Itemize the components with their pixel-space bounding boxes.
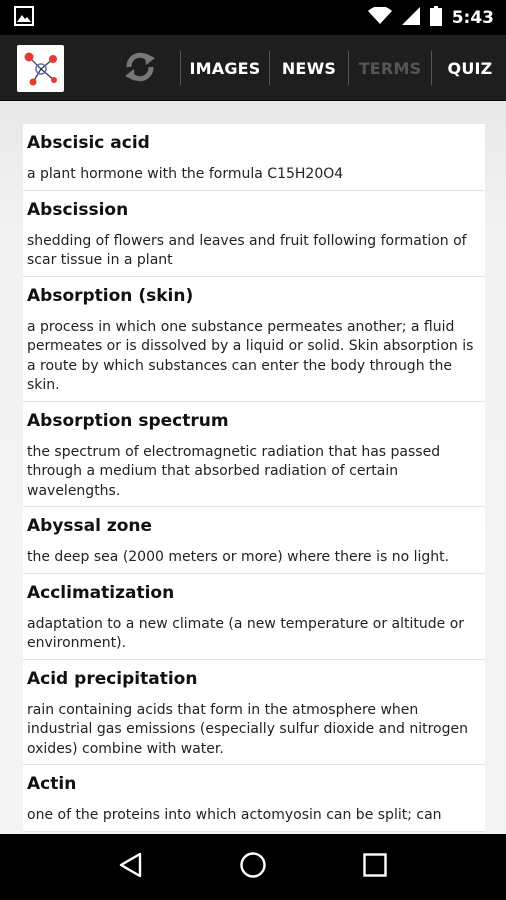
home-icon bbox=[239, 851, 267, 883]
molecule-logo-icon[interactable] bbox=[17, 45, 64, 92]
refresh-button[interactable] bbox=[120, 50, 160, 88]
status-time: 5:43 bbox=[451, 7, 494, 28]
term-title: Absorption (skin) bbox=[27, 285, 194, 306]
tab-terms[interactable]: TERMS bbox=[358, 58, 422, 78]
terms-list[interactable] bbox=[23, 124, 485, 832]
tab-images[interactable]: IMAGES bbox=[189, 58, 261, 78]
list-item[interactable] bbox=[23, 574, 485, 660]
tab-bar bbox=[180, 35, 506, 101]
term-title: Abscisic acid bbox=[27, 133, 150, 153]
list-item[interactable] bbox=[23, 660, 485, 766]
image-notification-icon bbox=[14, 6, 34, 30]
navigation-bar bbox=[0, 834, 506, 900]
recents-button[interactable] bbox=[345, 842, 405, 892]
term-title: Acclimatization bbox=[27, 582, 175, 603]
list-item[interactable] bbox=[23, 124, 485, 191]
list-item[interactable] bbox=[23, 191, 485, 277]
term-definition: the spectrum of electromagnetic radiation that has passed through a medium that absorbed radiation of certain wavelengths. bbox=[27, 443, 441, 499]
recents-icon bbox=[362, 852, 388, 882]
battery-icon bbox=[430, 6, 442, 30]
term-title: Abscission bbox=[27, 199, 129, 220]
term-title: Acid precipitation bbox=[27, 668, 198, 689]
term-title: Absorption spectrum bbox=[27, 410, 229, 431]
back-icon bbox=[118, 852, 144, 882]
term-definition: the deep sea (2000 meters or more) where there is no light. bbox=[27, 549, 450, 565]
status-bar bbox=[0, 0, 506, 35]
signal-icon bbox=[402, 7, 420, 29]
tab-news[interactable]: NEWS bbox=[281, 58, 337, 78]
action-bar bbox=[0, 35, 506, 101]
list-item[interactable] bbox=[23, 507, 485, 574]
term-definition: shedding of flowers and leaves and fruit following formation of scar tissue in a plant bbox=[27, 232, 467, 268]
refresh-icon bbox=[121, 49, 159, 89]
list-item[interactable] bbox=[23, 765, 485, 832]
term-definition: a plant hormone with the formula C15H20O4 bbox=[27, 166, 344, 182]
terms-content[interactable] bbox=[0, 101, 506, 834]
term-definition: adaptation to a new climate (a new temperature or altitude or environment). bbox=[27, 615, 465, 651]
term-definition: rain containing acids that form in the atmosphere when industrial gas emissions (especially sulfur dioxide and nitrogen oxides) combine with water. bbox=[27, 701, 468, 757]
list-item[interactable] bbox=[23, 402, 485, 508]
home-button[interactable] bbox=[223, 842, 283, 892]
term-definition: one of the proteins into which actomyosin can be split; can bbox=[27, 807, 442, 823]
tab-quiz[interactable]: QUIZ bbox=[447, 58, 493, 78]
term-title: Abyssal zone bbox=[27, 516, 153, 536]
wifi-icon bbox=[368, 7, 392, 29]
term-definition: a process in which one substance permeates another; a fluid permeates or is dissolved by a liquid or solid. Skin absorption is a route by which substances can enter the body through the skin. bbox=[27, 318, 474, 393]
term-title: Actin bbox=[27, 774, 77, 794]
back-button[interactable] bbox=[101, 842, 161, 892]
list-item[interactable] bbox=[23, 277, 485, 402]
